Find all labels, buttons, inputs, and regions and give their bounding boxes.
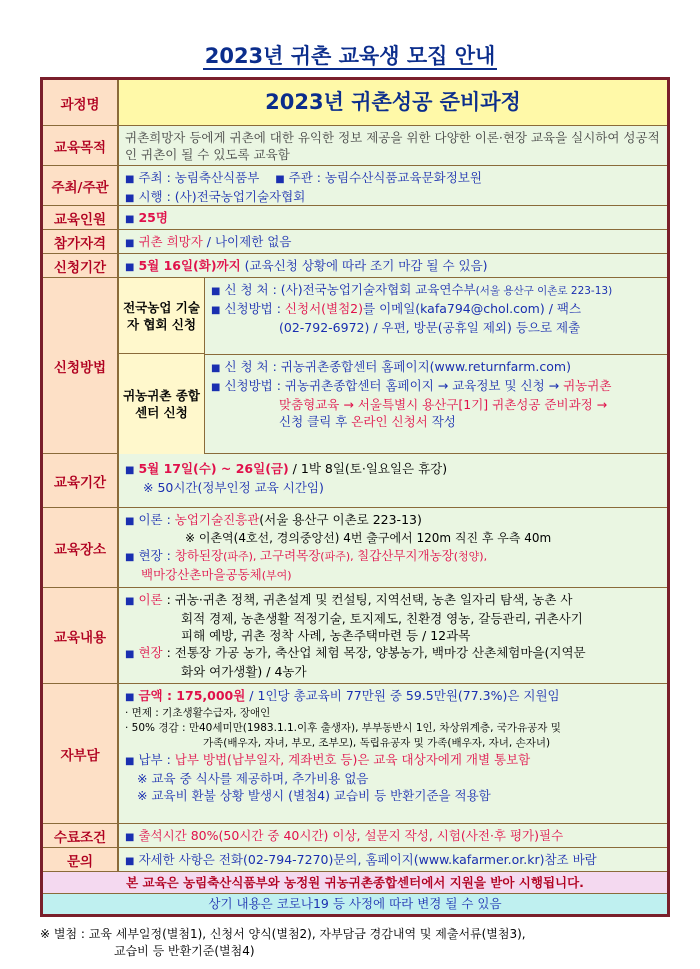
place-directions: ※ 이촌역(4호선, 경의중앙선) 4번 출구에서 120m 직진 후 우측 40m bbox=[185, 531, 552, 545]
place-field-3-region: (청양), bbox=[453, 550, 488, 563]
page-title: 2023년 귀촌 교육생 모집 안내 bbox=[204, 44, 496, 68]
org2-steps: 신청방법 : 귀농귀촌종합센터 홈페이지 → 교육정보 및 신청 → bbox=[224, 378, 564, 393]
attachments-line-2: 교습비 등 반환기준(별첨4) bbox=[114, 944, 255, 958]
attachments-note bbox=[40, 926, 680, 960]
cost-exemption: · 면제 : 기초생활수급자, 장애인 bbox=[125, 707, 271, 719]
row-contents: 교육내용 ■ 이론 : 귀농·귀촌 정책, 귀촌설계 및 컨설팅, 지역선택, 농촌 일자리 탐색, 농촌 사 회적 경제, 농촌생활 적정기술, 토지제도, 친환경 영농, 갈등관리, 귀촌사기 피해 예방, 귀촌 정착 사례, 농촌주택마련 등 / 12과목 ■ 현장 : 전통장 가공 농가, 축산업 체험 목장, 양봉농가, 백마강 산촌체험마을(지역문 화와 여가생활) / 4농가 bbox=[43, 588, 667, 684]
contents-theory-3: 피해 예방, 귀촌 정착 사례, 농촌주택마련 등 / 12과목 bbox=[181, 628, 471, 643]
row-place: 교육장소 ■ 이론 : 농업기술진흥관(서울 용산구 이촌로 223-13) ※ 이촌역(4호선, 경의중앙선) 4번 출구에서 120m 직진 후 우측 40m ■ 현장 : 창하된장(파주), 고구려목장(파주), 칠갑산무지개농장(청양), 백마강산촌마을공동체(부여) bbox=[43, 508, 667, 588]
org2-custom: 맞춤형교육 bbox=[279, 397, 340, 412]
row-period: 교육기간 ■ 5월 17일(수) ~ 26일(금) / 1박 8일(토·일요일은 휴강) ※ 50시간(정부인정 교육 시간임) bbox=[43, 454, 667, 508]
cost-payment-label: 납부 : bbox=[138, 752, 175, 767]
contents-theory-2: 회적 경제, 농촌생활 적정기술, 토지제도, 친환경 영농, 갈등관리, 귀촌사기 bbox=[181, 611, 583, 626]
label-period: 교육기간 bbox=[43, 454, 119, 507]
row-cost: 자부담 ■ 금액 : 175,000원 / 1인당 총교육비 77만원 중 59.5만원(77.3%)은 지원임 · 면제 : 기초생활수급자, 장애인 · 50% 경감 : 만40세미만(1983.1.1.이후 출생자), 부부동반시 1인, 차상위계층, 국가유공자 및 가족(배우자, 자녀, 부모, 조부모), 독립유공자 및 가족(배우자, 자녀, 손자녀) ■ 납부 : 납부 방법(납부일자, 계좌번호 등)은 교육 대상자에게 개별 통보함 ※ 교육 중 식사를 제공하며, 추가비용 없음 ※ 교육비 환불 상황 발생시 (별첨4) 교습비 등 반환기준을 적용함 bbox=[43, 684, 667, 824]
place-field-label: 현장 : bbox=[138, 548, 175, 563]
qualification-age: / 나이제한 없음 bbox=[202, 234, 292, 249]
row-course bbox=[43, 80, 667, 126]
cost-support: / 1인당 총교육비 77만원 중 59.5만원(77.3%)은 지원임 bbox=[245, 688, 560, 703]
label-host: 주최/주관 bbox=[43, 166, 119, 205]
cost-amount: 금액 : 175,000원 bbox=[138, 688, 246, 703]
period-hours: ※ 50시간(정부인정 교육 시간임) bbox=[143, 480, 324, 495]
inquiry-text: 자세한 사항은 전화(02-794-7270)문의, 홈페이지(www.kafarmer.or.kr)참조 바람 bbox=[138, 852, 597, 867]
org2-course-path: → 서울특별시 용산구[1기] 귀촌성공 준비과정 → bbox=[339, 397, 608, 412]
apply-deadline: 5월 16일(화)까지 bbox=[138, 258, 241, 273]
host-executor: 시행 : (사)전국농업기술자협회 bbox=[138, 189, 306, 204]
cost-meal-note: ※ 교육 중 식사를 제공하며, 추가비용 없음 bbox=[137, 771, 369, 786]
row-capacity: 교육인원 ■ 25명 bbox=[43, 206, 667, 230]
completion-text: 출석시간 80%(50시간 중 40시간) 이상, 설문지 작성, 시험(사전·후 평가)필수 bbox=[138, 828, 564, 843]
label-apply-method: 신청방법 bbox=[43, 278, 119, 453]
label-inquiry: 문의 bbox=[43, 848, 119, 871]
row-apply-method bbox=[43, 278, 667, 454]
row-qualification: 참가자격 ■ 귀촌 희망자 / 나이제한 없음 bbox=[43, 230, 667, 254]
place-field-4-region: (부여) bbox=[261, 569, 292, 582]
cost-reduction-2: 가족(배우자, 자녀, 부모, 조부모), 독립유공자 및 가족(배우자, 자녀, 손자녀) bbox=[203, 737, 551, 749]
row-inquiry: 문의 ■ 자세한 사항은 전화(02-794-7270)문의, 홈페이지(www.kafarmer.or.kr)참조 바람 bbox=[43, 848, 667, 872]
support-note: 본 교육은 농림축산식품부와 농정원 귀농귀촌종합센터에서 지원을 받아 시행됩니다. bbox=[43, 872, 667, 894]
org2-details: ■ 신 청 처 : 귀농귀촌종합센터 홈페이지(www.returnfarm.com) ■ 신청방법 : 귀농귀촌종합센터 홈페이지 → 교육정보 및 신청 → 귀농귀촌 맞춤형교육 → 서울특별시 용산구[1기] 귀촌성공 준비과정 → 신청 클릭 후 온라인 신청서 작성 bbox=[205, 354, 667, 454]
place-theory-venue: 농업기술진흥관 bbox=[174, 512, 260, 527]
org2-click: 신청 클릭 후 bbox=[279, 414, 352, 429]
cost-payment-method: 납부 방법(납부일자, 계좌번호 등)은 교육 대상자에게 개별 통보함 bbox=[174, 752, 531, 767]
org2-recipient: 신 청 처 : 귀농귀촌종합센터 홈페이지(www.returnfarm.com) bbox=[224, 359, 571, 374]
contents-field-label: 현장 bbox=[138, 645, 163, 660]
org1-fax: (02-792-6972) / 우편, 방문(공휴일 제외) 등으로 제출 bbox=[279, 320, 581, 335]
org1-method-label: 신청방법 : bbox=[224, 301, 285, 316]
label-contents: 교육내용 bbox=[43, 588, 119, 683]
label-cost: 자부담 bbox=[43, 684, 119, 823]
qualification-target: 귀촌 희망자 bbox=[138, 234, 203, 249]
label-purpose: 교육목적 bbox=[43, 126, 119, 165]
org2-label: 귀농귀촌 종합센터 신청 bbox=[119, 354, 205, 454]
org1-address: (서울 용산구 이촌로 223-13) bbox=[475, 285, 613, 297]
org1-email: 를 이메일(kafa794@chol.com) / 팩스 bbox=[363, 301, 582, 316]
row-apply-period: 신청기간 ■ 5월 16일(화)까지 (교육신청 상황에 따라 조기 마감 될 수 있음) bbox=[43, 254, 667, 278]
label-course: 과정명 bbox=[43, 80, 119, 125]
place-field-2-region: (파주), bbox=[320, 550, 358, 563]
cost-refund-note: ※ 교육비 환불 상황 발생시 (별첨4) 교습비 등 반환기준을 적용함 bbox=[137, 788, 491, 803]
place-field-1: 창하된장 bbox=[174, 548, 224, 563]
period-dates: 5월 17일(수) ~ 26일(금) bbox=[138, 461, 289, 476]
label-capacity: 교육인원 bbox=[43, 206, 119, 229]
label-place: 교육장소 bbox=[43, 508, 119, 587]
purpose-text: 귀촌희망자 등에게 귀촌에 대한 유익한 정보 제공을 위한 다양한 이론·현장 교육을 실시하여 성공적인 귀촌이 될 수 있도록 교육함 bbox=[119, 126, 667, 165]
row-host bbox=[43, 166, 667, 206]
apply-note: (교육신청 상황에 따라 조기 마감 될 수 있음) bbox=[240, 258, 488, 273]
place-field-4: 백마강산촌마을공동체 bbox=[141, 567, 262, 582]
place-field-3: 칠갑산무지개농장 bbox=[357, 548, 454, 563]
info-table bbox=[40, 77, 670, 917]
org2-steps-highlight: 귀농귀촌 bbox=[563, 378, 612, 393]
org2-write: 작성 bbox=[427, 414, 456, 429]
course-name: 2023년 귀촌성공 준비과정 bbox=[119, 80, 667, 125]
org1-label: 전국농업 기술자 협회 신청 bbox=[119, 278, 205, 354]
row-completion: 수료조건 ■ 출석시간 80%(50시간 중 40시간) 이상, 설문지 작성, 시험(사전·후 평가)필수 bbox=[43, 824, 667, 848]
contents-field-2: 화와 여가생활) / 4농가 bbox=[181, 664, 307, 679]
contents-theory-label: 이론 bbox=[138, 592, 163, 607]
host-organizer: 주최 : 농림축산식품부 bbox=[138, 170, 260, 185]
row-purpose bbox=[43, 126, 667, 166]
place-field-2: 고구려목장 bbox=[259, 548, 321, 563]
org2-online-form: 온라인 신청서 bbox=[351, 414, 428, 429]
cost-reduction: · 50% 경감 : 만40세미만(1983.1.1.이후 출생자), 부부동반시 1인, 차상위계층, 국가유공자 및 bbox=[125, 722, 561, 734]
period-note: / 1박 8일(토·일요일은 휴강) bbox=[288, 461, 448, 476]
label-qualification: 참가자격 bbox=[43, 230, 119, 253]
place-field-1-region: (파주), bbox=[223, 550, 260, 563]
host-content: ■ 주최 : 농림축산식품부 ■ 주관 : 농림수산식품교육문화정보원 ■ 시행 : (사)전국농업기술자협회 bbox=[119, 166, 667, 205]
place-theory-label: 이론 : bbox=[138, 512, 175, 527]
apply-method-content bbox=[119, 278, 667, 453]
org1-recipient: 신 청 처 : (사)전국농업기술자협회 교육연수부 bbox=[224, 282, 476, 297]
label-completion: 수료조건 bbox=[43, 824, 119, 847]
label-apply-period: 신청기간 bbox=[43, 254, 119, 277]
place-theory-address: (서울 용산구 이촌로 223-13) bbox=[259, 512, 422, 527]
host-operator: 주관 : 농림수산식품교육문화정보원 bbox=[288, 170, 482, 185]
attachments-line-1: ※ 별첨 : 교육 세부일정(별첨1), 신청서 양식(별첨2), 자부담금 경감내역 및 제출서류(별첨3), bbox=[40, 927, 526, 941]
change-note: 상기 내용은 코로나19 등 사정에 따라 변경 될 수 있음 bbox=[43, 894, 667, 914]
contents-field-1: : 전통장 가공 농가, 축산업 체험 목장, 양봉농가, 백마강 산촌체험마을(지역문 bbox=[162, 645, 586, 660]
org1-details: ■ 신 청 처 : (사)전국농업기술자협회 교육연수부(서울 용산구 이촌로 223-13) ■ 신청방법 : 신청서(별첨2)를 이메일(kafa794@chol.com) / 팩스 (02-792-6972) / 우편, 방문(공휴일 제외) 등으로 제출 bbox=[205, 278, 667, 354]
org1-form: 신청서(별첨2) bbox=[284, 301, 364, 316]
contents-theory-1: : 귀농·귀촌 정책, 귀촌설계 및 컨설팅, 지역선택, 농촌 일자리 탐색, 농촌 사 bbox=[162, 592, 573, 607]
capacity-value: 25명 bbox=[138, 210, 168, 225]
